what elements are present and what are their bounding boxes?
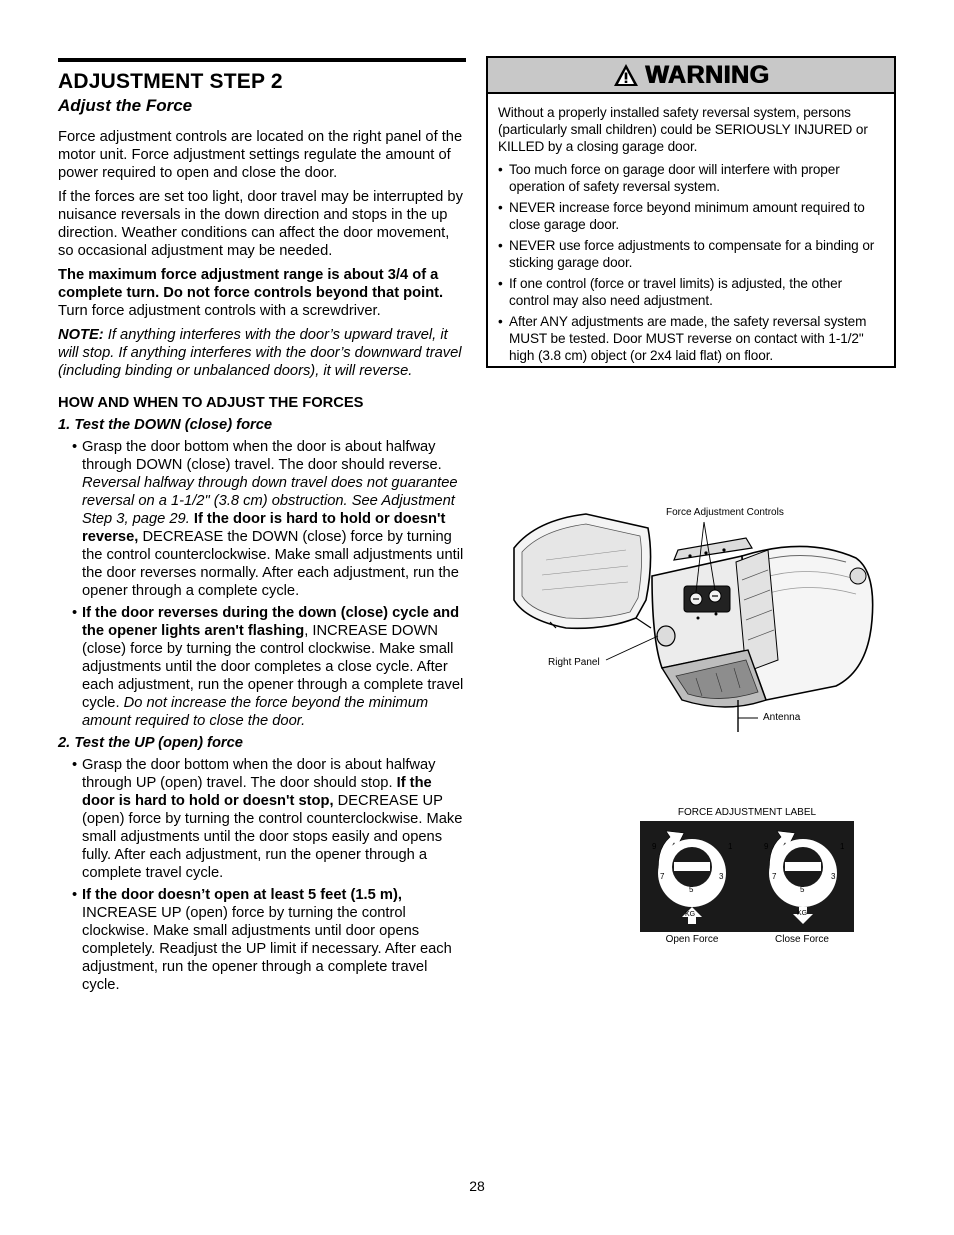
- force-controls-label: Force Adjustment Controls: [666, 507, 784, 518]
- warning-item: • NEVER use force adjustments to compensate for a binding or sticking garage door.: [509, 237, 884, 271]
- s2-b2-rest: INCREASE UP (open) force by turning the control clockwise. Make small adjustments until door opens completely. Readjust the UP limit if necessary. After each adjustment, run the opener through a complete travel cycle.: [82, 905, 452, 993]
- s2-b1-rest: DECREASE UP (open) force by turning the control counterclockwise. Make small adjustments until the door stops easily and opens fully. After each adjustment, run the opener through a complete travel cycle.: [82, 793, 463, 881]
- warning-body: [488, 94, 894, 364]
- dial-number: 5: [689, 885, 694, 894]
- s1-b2-italic: Do not increase the force beyond the minimum amount required to close the door.: [82, 695, 429, 729]
- paragraph-forces-light: If the forces are set too light, door travel may be interrupted by nuisance reversals in the down direction and stops in the up direction. Weather conditions can affect the door movement, so occasional adjustment may be needed.: [58, 189, 463, 259]
- note-text: If anything interferes with the door’s upward travel, it will stop. If anything interferes with the door’s downward travel (including binding or unbalanced doors), it will reverse.: [58, 327, 462, 379]
- dial-number: 1: [840, 842, 845, 851]
- warning-triangle-icon: [613, 63, 639, 87]
- s2-b1-bold: If the door is hard to hold or doesn't stop,: [82, 775, 432, 809]
- open-force-label: Open Force: [665, 934, 719, 945]
- step-1-bullet-1: [82, 438, 466, 600]
- antenna-label: Antenna: [763, 712, 801, 723]
- note-label: NOTE:: [58, 327, 104, 343]
- close-force-label: Close Force: [775, 934, 829, 945]
- paragraph-intro: Force adjustment controls are located on the right panel of the motor unit. Force adjustment settings regulate the amount of power required to open and close the door.: [58, 129, 463, 181]
- step-2-heading: [58, 734, 466, 752]
- right-panel-label: Right Panel: [548, 657, 600, 668]
- s1-b1-text: Grasp the door bottom when the door is about halfway through DOWN (close) travel. The door should reverse.: [82, 439, 442, 473]
- step-2-list: [58, 756, 466, 994]
- paragraph-note: [58, 326, 466, 380]
- dial-number: 7: [772, 872, 777, 881]
- motor-unit-illustration: [506, 500, 886, 740]
- dial-number: 5: [800, 885, 805, 894]
- step-1-number: 1.: [58, 417, 71, 433]
- step-2-bullet-2: [82, 886, 466, 994]
- dial-number: 3: [831, 872, 836, 881]
- step-2-number: 2.: [58, 735, 71, 751]
- how-heading: HOW AND WHEN TO ADJUST THE FORCES: [58, 395, 364, 411]
- s1-b1-bold: If the door is hard to hold or doesn't reverse,: [82, 511, 446, 545]
- warning-item: • NEVER increase force beyond minimum amount required to close garage door.: [509, 199, 884, 233]
- page-number: 28: [469, 1178, 485, 1194]
- paragraph-max-range: [58, 266, 466, 320]
- s1-b2-rest: , INCREASE DOWN (close) force by turning the control clockwise. Make small adjustments until the door completes a close cycle. After each adjustment, run the opener through a complete travel cycle.: [82, 623, 464, 711]
- max-range-bold: The maximum force adjustment range is about 3/4 of a complete turn. Do not force controls beyond that point.: [58, 267, 444, 301]
- s2-b1-text: Grasp the door bottom when the door is about halfway through UP (open) travel. The door should stop.: [82, 757, 436, 791]
- warning-item: • Too much force on garage door will interfere with proper operation of safety reversal system.: [509, 161, 884, 195]
- force-label-panel: [640, 821, 854, 932]
- s2-b2-bold: If the door doesn’t open at least 5 feet (1.5 m),: [82, 887, 402, 903]
- warning-title: WARNING: [644, 60, 770, 89]
- kg-label: KG: [685, 911, 696, 918]
- warning-list: [498, 161, 884, 364]
- warning-box: [486, 56, 896, 368]
- step-title: ADJUSTMENT STEP 2: [58, 70, 283, 93]
- step-2-title: Test the UP (open) force: [70, 735, 243, 751]
- s1-b1-italic: Reversal halfway through down travel does not guarantee reversal on a 1-1/2" (3.8 cm) obstruction. See Adjustment Step 3, page 29.: [82, 475, 458, 527]
- s1-b2-bold: If the door reverses during the down (close) cycle and the opener lights aren't flashing: [82, 605, 460, 639]
- step-1-list: [58, 438, 466, 730]
- warning-intro: Without a properly installed safety reversal system, persons (particularly small children) could be SERIOUSLY INJURED or KILLED by a closing garage door.: [498, 105, 868, 154]
- warning-item: • If one control (force or travel limits) is adjusted, the other control may also need adjustment.: [509, 275, 884, 309]
- step-1-title: Test the DOWN (close) force: [70, 417, 273, 433]
- warning-item: • After ANY adjustments are made, the safety reversal system MUST be tested. Door MUST reverse on contact with 1-1/2" high (3.8 cm) object (or 2x4 laid flat) on floor.: [509, 313, 884, 364]
- step-2-bullet-1: [82, 756, 466, 882]
- s1-b1-rest: DECREASE the DOWN (close) force by turning the control counterclockwise. Make small adjustments until the door reverses normally. After each adjustment, run the opener through a complete cycle.: [82, 529, 464, 599]
- dial-number: 7: [660, 872, 665, 881]
- step-1-heading: [58, 416, 466, 434]
- kg-label: KG: [797, 910, 808, 917]
- force-dials-graphic: [640, 821, 854, 932]
- dial-number: 1: [728, 842, 733, 851]
- max-range-rest: Turn force adjustment controls with a screwdriver.: [58, 303, 381, 319]
- left-column: [58, 58, 466, 998]
- dial-number: 3: [719, 872, 724, 881]
- dial-number: 9: [652, 842, 657, 851]
- dial-number: 9: [764, 842, 769, 851]
- warning-header: [488, 58, 894, 94]
- force-label-title: FORCE ADJUSTMENT LABEL: [677, 807, 817, 818]
- top-rule: [58, 58, 466, 62]
- step-1-bullet-2: [82, 604, 466, 730]
- step-subtitle: Adjust the Force: [58, 96, 193, 115]
